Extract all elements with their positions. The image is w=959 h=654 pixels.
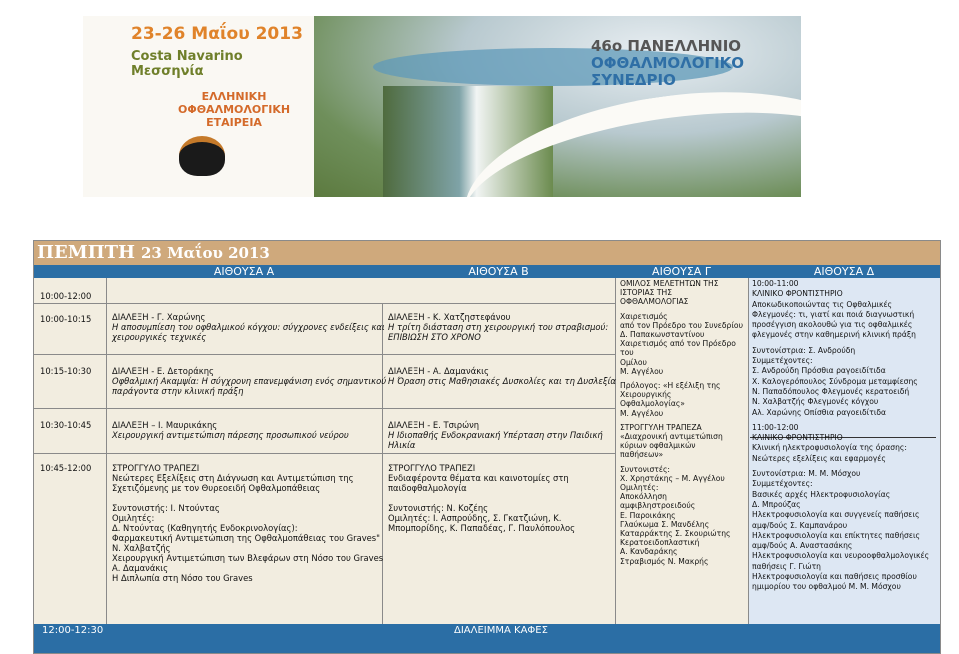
row-divider <box>34 303 615 304</box>
break-time: 12:00-12:30 <box>42 625 104 636</box>
day-weekday: ΠΕΜΠΤΗ <box>37 242 136 263</box>
session-title: ΔΙΑΛΕΞΗ – Ι. Μαυρικάκης <box>112 420 218 430</box>
program-line: Ν. Χαλβατζής Φλεγμονές κόγχου <box>752 397 879 407</box>
session-topic: Η Ιδιοπαθής Ενδοκρανιακή Υπέρταση στην Παιδική <box>388 430 603 440</box>
program-line: Ηλεκτροφυσιολογία και παθήσεις προσθίου <box>752 572 917 582</box>
program-line: από τον Πρόεδρο του Συνεδρίου <box>620 320 743 330</box>
program-line: Ε. Παροικάκης <box>620 510 676 520</box>
roundtable-coordinator: Συντονιστής: Ν. Κοζέης <box>388 503 489 513</box>
break-label: ΔΙΑΛΕΙΜΜΑ ΚΑΦΕΣ <box>454 625 548 636</box>
roundtable-topic: Νεώτερες Εξελίξεις στη Διάγνωση και Αντιμετώπιση της <box>112 473 354 483</box>
program-line: Ομιλητές: <box>620 483 659 493</box>
session-title: ΔΙΑΛΕΞΗ - Κ. Χατζηστεφάνου <box>388 312 511 322</box>
banner-place-1: Costa Navarino <box>131 49 243 64</box>
day-header <box>34 241 940 265</box>
session-title: ΔΙΑΛΕΞΗ - Ε. Τσιρώνη <box>388 420 480 430</box>
day-date: 23 Μαΐου 2013 <box>140 244 270 262</box>
roundtable-coordinator: Συντονιστής: Ι. Ντούντας <box>112 503 220 513</box>
program-line: 10:00-11:00 <box>752 279 799 288</box>
session-title: ΔΙΑΛΕΞΗ - Γ. Χαρώνης <box>112 312 206 322</box>
hall-d-header: ΑΙΘΟΥΣΑ Δ <box>813 265 875 278</box>
col-divider <box>106 278 107 624</box>
time-slot: 10:45-12:00 <box>40 463 92 473</box>
congress-line-3: ΣΥΝΕΔΡΙΟ <box>591 71 676 89</box>
roundtable-speakers-label: Ομιλητές: <box>112 513 155 523</box>
hall-b-session <box>388 312 608 342</box>
session-topic: Χειρουργική αντιμετώπιση πάρεσης προσωπικού νεύρου <box>112 430 349 440</box>
program-line: Γλαύκωμα Σ. Μανδέλης <box>620 519 710 529</box>
program-line: Οφθαλμολογίας» <box>620 399 685 409</box>
session-topic: Οφθαλμική Ακαμψία: Η σύγχρονη επανεμφάνιση ενός σημαντικού <box>112 376 387 386</box>
banner-date: 23-26 Μαΐου 2013 <box>131 24 303 44</box>
program-line: Χαιρετισμός από τον Πρόεδρο του <box>620 339 736 358</box>
hall-b-roundtable <box>388 463 575 533</box>
speaker-topic: Φαρμακευτική Αντιμετώπιση της Οφθαλμοπάθειας του Graves" <box>112 533 381 543</box>
program-line: ΚΛΙΝΙΚΟ ΦΡΟΝΤΙΣΤΗΡΙΟ <box>752 289 843 299</box>
row-divider <box>34 453 615 454</box>
program-line: Ν. Παπαδόπουλος Φλεγμονές κερατοειδή <box>752 386 910 396</box>
program-line: Συντονίστρια: Σ. Ανδρούδη <box>752 345 856 355</box>
society-line-1: ΕΛΛΗΝΙΚΗ <box>201 90 267 103</box>
col-divider <box>748 278 749 624</box>
program-line: ημιμορίου του οφθαλμού Μ. Μ. Μόσχου <box>752 582 901 592</box>
program-line: παθήσεις Γ. Γιώτη <box>752 561 821 571</box>
program-line: Αποκωδικοποιώντας τις Οφθαλμικές <box>752 299 893 309</box>
time-slot: 10:00-10:15 <box>40 314 92 324</box>
time-column <box>34 278 107 624</box>
roundtable-topic: Σχετιζόμενης με τον Θυρεοειδή Οφθαλμοπάθειας <box>112 483 321 493</box>
banner-place-2: Μεσσηνία <box>131 64 204 79</box>
col-divider <box>615 278 616 624</box>
hall-header-row <box>34 265 940 278</box>
hall-g-header: ΑΙΘΟΥΣΑ Γ <box>652 265 711 278</box>
program-line: Συντονίστρια: Μ. Μ. Μόσχου <box>752 469 861 479</box>
time-slot: 10:15-10:30 <box>40 366 92 376</box>
session-topic: Η τρίτη διάσταση στη χειρουργική του στραβισμού: <box>388 322 609 332</box>
banner-society <box>178 90 290 129</box>
program-line: ΟΦΘΑΛΜΟΛΟΓΙΑΣ <box>620 297 689 307</box>
speaker-topic: Χειρουργική Αντιμετώπιση των Βλεφάρων στη Νόσο του Graves <box>112 553 384 563</box>
program-line: Πρόλογος: «Η εξέλιξη της <box>620 381 721 391</box>
program-line: ΟΜΙΛΟΣ ΜΕΛΕΤΗΤΩΝ ΤΗΣ <box>620 279 719 288</box>
session-topic: Ηλικία <box>388 440 416 450</box>
program-line: Χαιρετισμός <box>620 311 668 321</box>
program-line: αμφ/δούς Σ. Καμπανάρου <box>752 520 848 530</box>
program-line: Δ. Μπρούζας <box>752 499 801 509</box>
schedule-table <box>33 240 941 654</box>
society-line-3: ΕΤΑΙΡΕΙΑ <box>206 116 262 129</box>
program-line: αμφιβληστροειδούς <box>620 501 696 511</box>
roundtable-title: ΣΤΡΟΓΓΥΛΟ ΤΡΑΠΕΖΙ <box>112 463 200 473</box>
banner-congress-title <box>591 38 744 89</box>
roundtable-topic: παιδοφθαλμολογία <box>388 483 467 493</box>
program-line: αμφ/δούς Α. Αναστασάκης <box>752 541 853 551</box>
time-slot: 10:00-12:00 <box>40 291 92 301</box>
program-line: Α. Κανδαράκης <box>620 547 678 557</box>
program-line: Νεώτερες εξελίξεις και εφαρμογές <box>752 453 886 463</box>
roundtable-speakers: Ομιλητές: Ι. Ασπρούδης, Σ. Γκατζιώνη, Κ. <box>388 513 562 523</box>
program-line: Αλ. Χαρώνης Οπίσθια ραγοειδίτιδα <box>752 407 887 417</box>
program-line: 11:00-12:00 <box>752 422 799 432</box>
speaker: Α. Δαμανάκις <box>112 563 169 573</box>
speaker: Δ. Ντούντας (Καθηγητής Ενδοκρινολογίας): <box>112 523 298 533</box>
program-line: Κερατοειδοπλαστική <box>620 538 700 548</box>
program-line: παθήσεων» <box>620 450 664 460</box>
program-line: Βασικές αρχές Ηλεκτροφυσιολογίας <box>752 489 891 499</box>
program-line: Αποκόλληση <box>620 492 667 502</box>
program-line: Συντονιστές: <box>620 464 670 474</box>
hall-g-program <box>620 279 746 566</box>
time-slot: 10:30-10:45 <box>40 420 92 430</box>
row-divider <box>34 354 615 355</box>
hall-a-session <box>112 420 349 440</box>
hall-d-program <box>752 279 938 593</box>
vase-logo-icon <box>179 136 225 176</box>
session-topic: Η Όραση στις Μαθησιακές Δυσκολίες και τη Δυσλεξία <box>388 376 616 386</box>
program-line: Χειρουργικής <box>620 390 672 400</box>
congress-banner <box>83 16 801 197</box>
hall-b-session <box>388 366 616 386</box>
program-line: ΣΤΡΟΓΓΥΛΗ ΤΡΑΠΕΖΑ <box>620 422 702 432</box>
banner-place <box>131 49 243 79</box>
program-line: Ηλεκτροφυσιολογία και επίκτητες παθήσεις <box>752 530 920 540</box>
program-line: Χ. Καλογερόπουλος Σύνδρομα μεταμφίεσης <box>752 376 918 386</box>
row-divider <box>34 408 615 409</box>
session-topic: ΕΠΙΒΙΩΣΗ ΣΤΟ ΧΡΟΝΟ <box>388 332 481 342</box>
program-line: Κλινική ηλεκτροφυσιολογία της όρασης: <box>752 443 907 453</box>
roundtable-topic: Ενδιαφέροντα θέματα και καινοτομίες στη <box>388 473 569 483</box>
program-line: Ομίλου <box>620 357 647 367</box>
program-line: «Διαχρονική αντιμετώπιση <box>620 432 723 442</box>
speaker: Ν. Χαλβατζής <box>112 543 171 553</box>
program-line: Δ. Παπακωνσταντίνου <box>620 330 705 340</box>
program-line: ΙΣΤΟΡΙΑΣ ΤΗΣ <box>620 288 673 298</box>
program-line: Ηλεκτροφυσιολογία και συγγενείς παθήσεις <box>752 510 920 520</box>
program-line: Φλεγμονές: τι, γιατί και ποιά διαγνωστική <box>752 309 915 319</box>
session-title: ΔΙΑΛΕΞΗ - Ε. Δετοράκης <box>112 366 214 376</box>
roundtable-speakers: Μπομπορίδης, Κ. Παπαδέας, Γ. Παυλόπουλος <box>388 523 576 533</box>
program-line: Καταρράκτης Σ. Σκουριώτης <box>620 529 731 539</box>
coffee-break-row <box>34 624 940 653</box>
program-line: ΚΛΙΝΙΚΟ ΦΡΟΝΤΙΣΤΗΡΙΟ <box>752 433 843 443</box>
day-title <box>37 242 270 263</box>
hall-b-header: ΑΙΘΟΥΣΑ Β <box>468 265 529 278</box>
program-line: κύριων οφθαλμικών <box>620 441 696 451</box>
program-line: Μ. Αγγέλου <box>620 408 664 418</box>
program-line: προσέγγιση ακολουθώ για τις οφθαλμικές <box>752 320 913 330</box>
speaker-topic: Η Διπλωπία στη Νόσο του Graves <box>112 573 253 583</box>
session-title: ΔΙΑΛΕΞΗ - Α. Δαμανάκις <box>388 366 489 376</box>
society-line-2: ΟΦΘΑΛΜΟΛΟΓΙΚΗ <box>178 103 291 116</box>
hall-a-header: ΑΙΘΟΥΣΑ Α <box>213 265 275 278</box>
hall-a-roundtable <box>112 463 383 583</box>
hall-b-session <box>388 420 603 450</box>
program-line: Ηλεκτροφυσιολογία και νευροοφθαλμολογικές <box>752 551 930 561</box>
roundtable-title: ΣΤΡΟΓΓΥΛΟ ΤΡΑΠΕΖΙ <box>388 463 476 473</box>
hall-a-session <box>112 366 386 396</box>
program-line: Στραβισμός Ν. Μακρής <box>620 556 709 566</box>
program-line: Συμμετέχοντες: <box>752 479 813 489</box>
program-line: Μ. Αγγέλου <box>620 366 664 376</box>
hall-a-session <box>112 312 385 342</box>
program-line: φλεγμονές στην καθημερινή κλινική πράξη <box>752 330 916 340</box>
session-topic: Η αποσυμπίεση του οφθαλμικού κόγχου: σύγχρονες ενδείξεις και <box>112 322 385 332</box>
session-topic: παράγοντα στην κλινική πράξη <box>112 386 244 396</box>
program-line: Σ. Ανδρούδη Πρόσθια ραγοειδίτιδα <box>752 366 886 376</box>
program-line: Χ. Χρηστάκης – Μ. Αγγέλου <box>620 473 725 483</box>
congress-line-2: ΟΦΘΑΛΜΟΛΟΓΙΚΟ <box>591 54 745 72</box>
session-topic: χειρουργικές τεχνικές <box>112 332 207 342</box>
congress-line-1: 46ο ΠΑΝΕΛΛΗΝΙΟ <box>591 37 742 55</box>
program-line: Συμμετέχοντες: <box>752 356 813 366</box>
